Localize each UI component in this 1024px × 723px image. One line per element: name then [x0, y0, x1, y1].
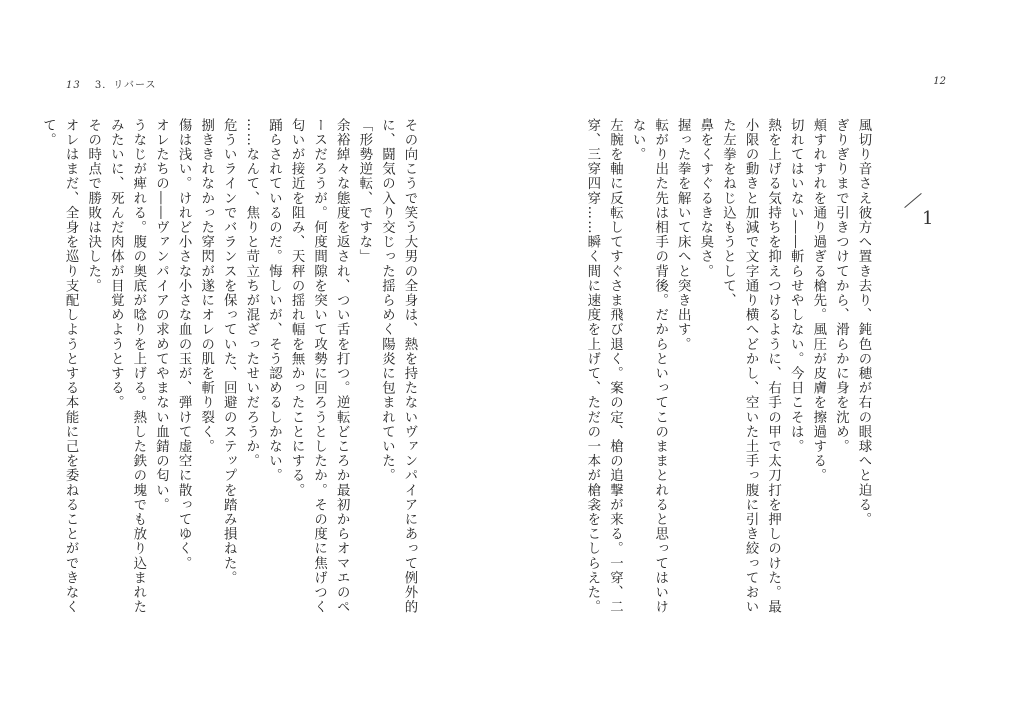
right-page: [512, 0, 1024, 723]
left-body-text: [36, 118, 420, 618]
paragraph: 風切り音さえ彼方へ置き去り、鈍色の穂が右の眼球へと迫る。: [856, 118, 871, 527]
chapter-slash-divider: [904, 193, 921, 208]
paragraph: うなじが痺れる。腹の奥底が唸りを上げる。熱した鉄の塊でも放り込まれたみたいに、死んだ肉体が目覚めようとする。: [108, 118, 146, 615]
paragraph: 切れてはいない――斬らせやしない。今日こそは。: [788, 118, 804, 454]
paragraph: 鼻をくすぐるきな臭さ。: [697, 118, 713, 279]
paragraph: 傷は浅い。けれど小さな小さな血の玉が、弾けて虚空に散ってゆく。: [176, 118, 192, 571]
paragraph: その時点で勝敗は決した。: [85, 118, 101, 294]
paragraph: 「形勢逆転、ですな」: [356, 118, 372, 264]
paragraph: オレたちの――ヴァンパイアの求めてやまない血錆の匂い。: [153, 118, 169, 513]
page-number-right: 12: [933, 76, 946, 87]
paragraph: オレはまだ、全身を巡り支配しようとする本能に己を委ねることができなくて。: [40, 118, 79, 615]
paragraph: その向こうで笑う大男の全身は、熱を持たないヴァンパイアにあって例外的に、闘気の入り交じった揺らめく陽炎に包まれていた。: [379, 118, 417, 615]
paragraph: 危ういラインでバランスを保っていた、回避のステップを踏み損ねた。: [221, 118, 237, 586]
right-body-text: [580, 118, 874, 618]
running-head: 3．リバース: [94, 80, 157, 91]
paragraph: ……なんて、焦りと苛立ちが混ざったせいだろうか。: [243, 118, 259, 469]
chapter-marker: [896, 196, 936, 236]
chapter-number: 1: [922, 208, 934, 229]
paragraph: ぎりぎりまで引きつけてから、滑らかに身を沈め。: [833, 118, 849, 454]
paragraph: 踊らされているのだ。悔しいが、そう認めるしかない。: [266, 118, 282, 483]
left-folio: [66, 76, 156, 91]
paragraph: 余裕綽々な態度を返され、つい舌を打つ。逆転どころか最初からオマエのペースだろうが。何度間隙を突いて攻勢に回ろうとしたか。その度に焦げつく匂いが接近を阻み、天秤の揺れ幅を無かったことにする。: [289, 118, 350, 615]
paragraph: 頬すれすれを通り過ぎる槍先。風圧が皮膚を擦過する。: [810, 118, 826, 483]
paragraph: 握った拳を解いて床へと突き出す。: [675, 118, 691, 352]
page-number-left: 13: [66, 80, 81, 91]
paragraph: 左腕を軸に反転してすぐさま飛び退く。案の定、槍の追撃が来る。一穿、二穿、三穿四穿……瞬く間に速度を上げて、ただの一本が槍衾をこしらえた。: [584, 118, 623, 615]
paragraph: 転がり出た先は相手の背後。だからといってこのままとれると思ってはいけない。: [630, 118, 668, 615]
paragraph: 熱を上げる気持ちを抑えつけるように、右手の甲で太刀打を押しのけた。最小限の動きと加減で文字通り横へどかし、空いた土手っ腹に引き絞っておいた左拳をねじ込もうとして、: [720, 118, 781, 615]
paragraph: 捌ききれなかった穿閃が遂にオレの肌を斬り裂く。: [198, 118, 214, 454]
